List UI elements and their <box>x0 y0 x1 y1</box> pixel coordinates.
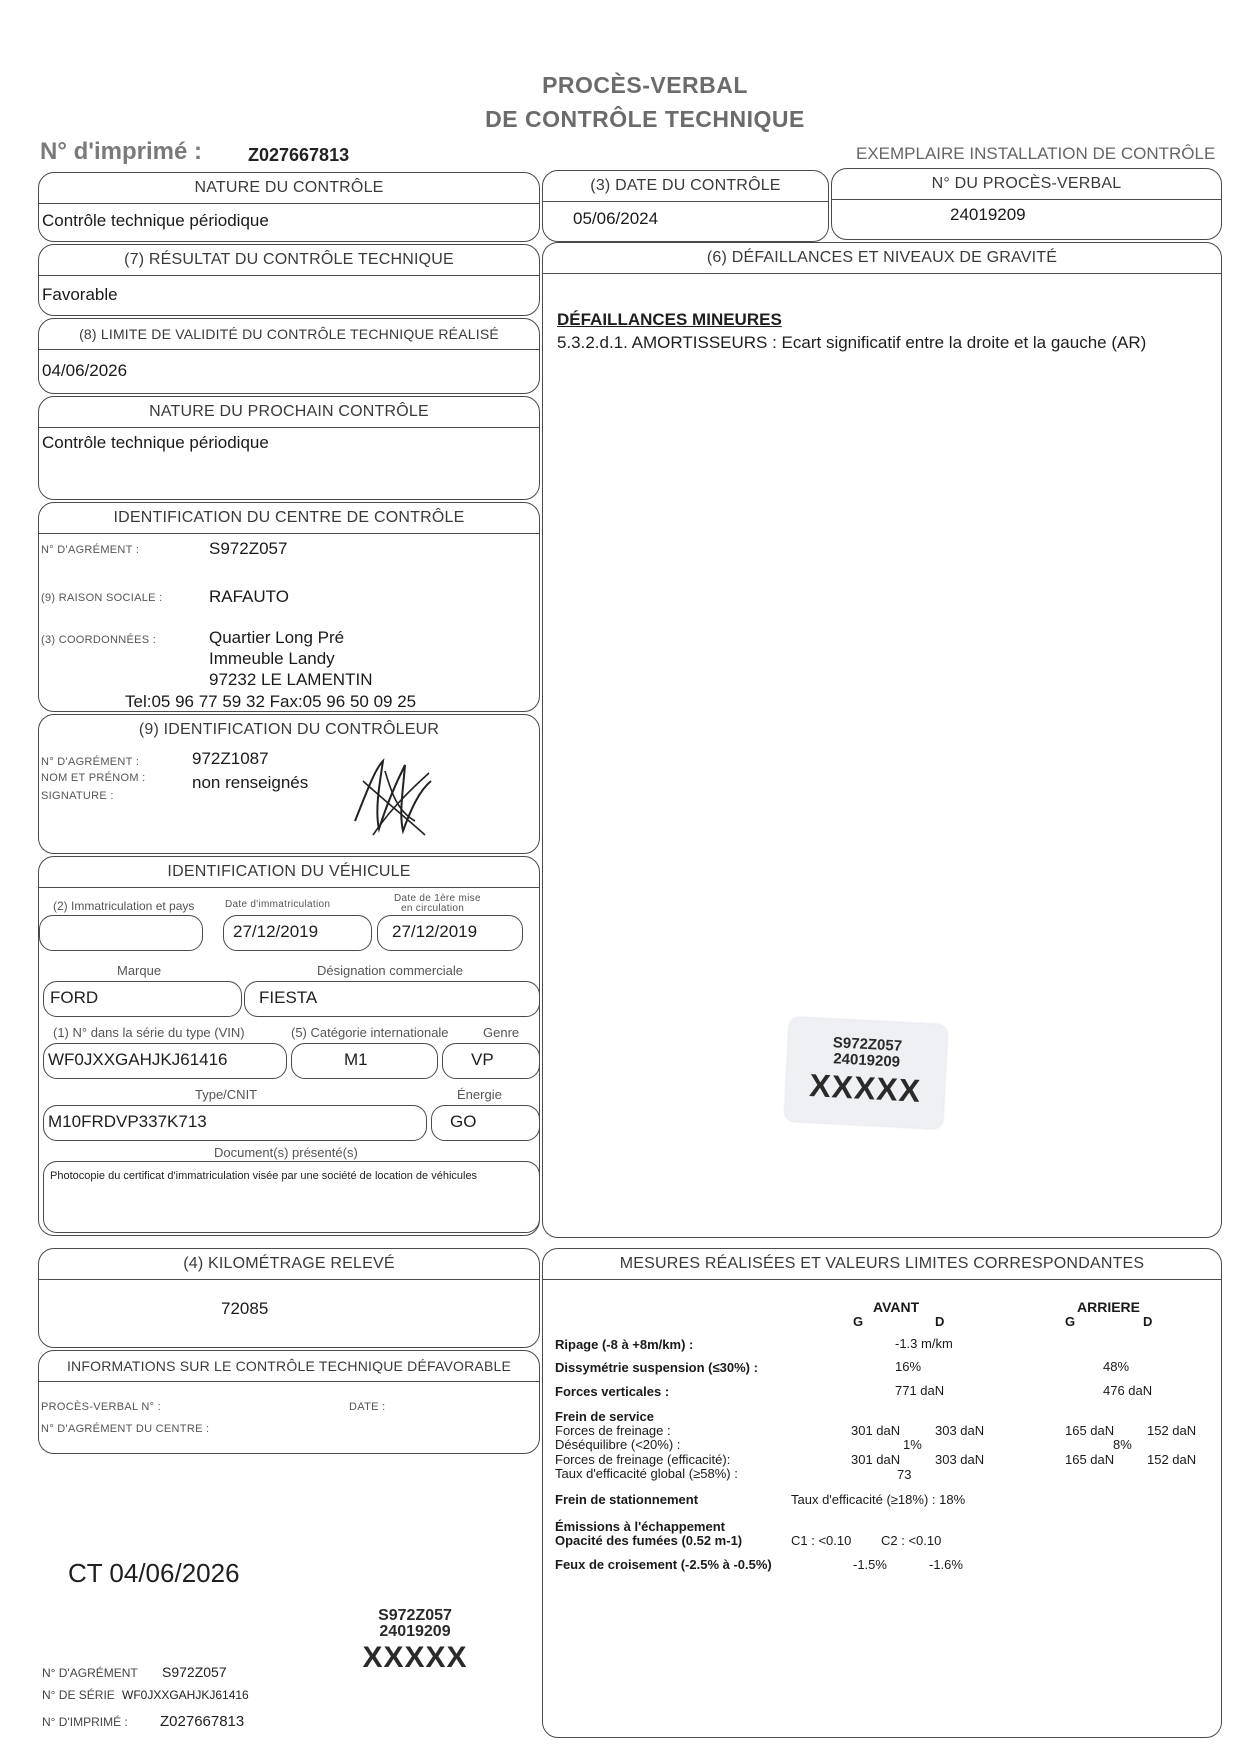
exemplaire-label: EXEMPLAIRE INSTALLATION DE CONTRÔLE <box>856 144 1216 163</box>
vehicule-title: IDENTIFICATION DU VÉHICULE <box>39 857 539 888</box>
date-immat-field <box>223 915 372 951</box>
freinage-arriere-d: 152 daN <box>1147 1423 1197 1438</box>
proces-verbal-value: 24019209 <box>950 205 1026 224</box>
opacite-c2: C2 : <0.10 <box>881 1533 942 1548</box>
freinage-avant-g: 301 daN <box>851 1423 901 1438</box>
controleur-box <box>38 714 540 854</box>
type-label: Type/CNIT <box>195 1087 258 1102</box>
defavorable-date-label: DATE : <box>349 1401 386 1413</box>
designation-field <box>244 981 540 1017</box>
centre-address-line3: 97232 LE LAMENTIN <box>209 670 373 689</box>
prochain-controle-title: NATURE DU PROCHAIN CONTRÔLE <box>39 397 539 428</box>
defaillance-item: 5.3.2.d.1. AMORTISSEURS : Ecart significatif entre la droite et la gauche (AR) <box>557 333 1147 352</box>
footer-agrement-label: N° D'AGRÉMENT <box>42 1666 138 1680</box>
defaillances-box <box>542 242 1222 1238</box>
nature-controle-value: Contrôle technique périodique <box>42 211 269 230</box>
document-title-line2: DE CONTRÔLE TECHNIQUE <box>485 106 805 132</box>
type-field <box>43 1105 427 1141</box>
mesures-box <box>542 1248 1222 1738</box>
feux-d: -1.6% <box>929 1557 963 1572</box>
defavorable-pv-label: PROCÈS-VERBAL N° : <box>41 1401 162 1413</box>
kilometrage-value: 72085 <box>221 1299 269 1318</box>
freinage-arriere-g: 165 daN <box>1065 1423 1115 1438</box>
vin-value: WF0JXXGAHJKJ61416 <box>48 1050 228 1069</box>
energie-value: GO <box>450 1112 477 1131</box>
date-mise-field <box>377 915 523 951</box>
feux-g: -1.5% <box>853 1557 887 1572</box>
opacite-c1: C1 : <0.10 <box>791 1533 852 1548</box>
prochain-controle-value: Contrôle technique périodique <box>42 433 269 452</box>
footer-agrement-value: S972Z057 <box>162 1664 227 1680</box>
centre-agrement-value: S972Z057 <box>209 539 288 558</box>
resultat-box <box>38 244 540 316</box>
footer-imprime-label: N° D'IMPRIMÉ : <box>42 1715 128 1729</box>
designation-label: Désignation commerciale <box>317 963 463 978</box>
immat-field <box>39 915 203 951</box>
documents-label: Document(s) présenté(s) <box>214 1145 358 1160</box>
dissymetrie-arriere: 48% <box>1103 1359 1130 1374</box>
efficacite-arriere-g: 165 daN <box>1065 1452 1115 1467</box>
centre-address-line2: Immeuble Landy <box>209 649 335 668</box>
efficacite-avant-d: 303 daN <box>935 1452 985 1467</box>
freinage-avant-d: 303 daN <box>935 1423 985 1438</box>
arriere-d-header: D <box>1143 1314 1153 1329</box>
footer-serie-value: WF0JXXGAHJKJ61416 <box>122 1688 249 1702</box>
desequilibre-label: Déséquilibre (<20%) : <box>555 1437 681 1452</box>
centre-box <box>38 502 540 712</box>
vin-label: (1) N° dans la série du type (VIN) <box>53 1025 245 1040</box>
date-mise-label-1: Date de 1ère mise <box>394 893 481 904</box>
opacite-label: Opacité des fumées (0.52 m-1) <box>555 1533 743 1548</box>
defaillances-title: (6) DÉFAILLANCES ET NIVEAUX DE GRAVITÉ <box>543 243 1221 274</box>
date-controle-title: (3) DATE DU CONTRÔLE <box>543 171 828 202</box>
taux-global-label: Taux d'efficacité global (≥58%) : <box>555 1466 738 1481</box>
immat-label: (2) Immatriculation et pays <box>53 899 195 913</box>
arriere-g-header: G <box>1065 1314 1076 1329</box>
proces-verbal-title: N° DU PROCÈS-VERBAL <box>832 169 1221 200</box>
feux-croisement-label: Feux de croisement (-2.5% à -0.5%) <box>555 1557 772 1572</box>
footer-serie-label: N° DE SÉRIE <box>42 1688 115 1702</box>
centre-raison-label: (9) RAISON SOCIALE : <box>41 592 163 604</box>
centre-tel-fax: Tel:05 96 77 59 32 Fax:05 96 50 09 25 <box>125 692 417 711</box>
defavorable-agrement-label: N° D'AGRÉMENT DU CENTRE : <box>41 1423 210 1435</box>
controleur-agrement-value: 972Z1087 <box>192 749 269 768</box>
controleur-signature-label: SIGNATURE : <box>41 790 114 802</box>
efficacite-arriere-d: 152 daN <box>1147 1452 1197 1467</box>
controleur-nom-value: non renseignés <box>192 773 309 792</box>
date-immat-value: 27/12/2019 <box>233 922 319 941</box>
resultat-value: Favorable <box>42 285 118 304</box>
ripage-label: Ripage (-8 à +8m/km) : <box>555 1337 694 1352</box>
stationnement-value: Taux d'efficacité (≥18%) : 18% <box>791 1492 966 1507</box>
footer-stamp-pv-number: 24019209 <box>379 1623 451 1640</box>
frein-service-label: Frein de service <box>555 1409 654 1424</box>
validation-stamp <box>784 1017 947 1129</box>
date-controle-value: 05/06/2024 <box>573 209 659 228</box>
categorie-field <box>291 1043 438 1079</box>
forces-verticales-arriere: 476 daN <box>1103 1383 1153 1398</box>
nature-controle-box <box>38 172 540 242</box>
centre-address-line1: Quartier Long Pré <box>209 628 345 647</box>
validite-box <box>38 318 540 394</box>
validite-value: 04/06/2026 <box>42 361 128 380</box>
efficacite-avant-g: 301 daN <box>851 1452 901 1467</box>
avant-d-header: D <box>935 1314 945 1329</box>
avant-header: AVANT <box>873 1299 920 1315</box>
date-immat-label: Date d'immatriculation <box>225 899 331 910</box>
desequilibre-avant: 1% <box>903 1437 922 1452</box>
categorie-label: (5) Catégorie internationale <box>291 1025 449 1040</box>
footer-imprime-value: Z027667813 <box>160 1713 245 1730</box>
date-controle-box <box>542 170 829 242</box>
forces-freinage-label: Forces de freinage : <box>555 1423 671 1438</box>
energie-field <box>431 1105 540 1141</box>
dissymetrie-avant: 16% <box>895 1359 922 1374</box>
kilometrage-title: (4) KILOMÉTRAGE RELEVÉ <box>39 1249 539 1280</box>
documents-field <box>43 1161 540 1233</box>
freinage-efficacite-label: Forces de freinage (efficacité): <box>555 1452 731 1467</box>
defavorable-title: INFORMATIONS SUR LE CONTRÔLE TECHNIQUE DÉFAVORABLE <box>39 1351 539 1382</box>
type-value: M10FRDVP337K713 <box>48 1112 207 1131</box>
vin-field <box>43 1043 287 1079</box>
marque-field <box>43 981 242 1017</box>
marque-value: FORD <box>50 988 99 1007</box>
desequilibre-arriere: 8% <box>1113 1437 1132 1452</box>
date-mise-value: 27/12/2019 <box>392 922 478 941</box>
avant-g-header: G <box>853 1314 864 1329</box>
footer-stamp-agrement: S972Z057 <box>378 1607 452 1624</box>
centre-agrement-label: N° D'AGRÉMENT : <box>41 544 140 556</box>
vehicule-box <box>38 856 540 1236</box>
mesures-title: MESURES RÉALISÉES ET VALEURS LIMITES CORRESPONDANTES <box>543 1249 1221 1280</box>
categorie-value: M1 <box>344 1050 368 1069</box>
controleur-signature <box>345 751 435 841</box>
defaillances-section: DÉFAILLANCES MINEURES <box>557 310 782 329</box>
genre-field <box>442 1043 540 1079</box>
kilometrage-box <box>38 1248 540 1348</box>
emissions-label: Émissions à l'échappement <box>555 1519 725 1534</box>
taux-global-value: 73 <box>897 1467 912 1482</box>
imprime-label: N° d'imprimé : <box>40 138 202 165</box>
genre-label: Genre <box>483 1025 520 1040</box>
stamp-agrement: S972Z057 <box>832 1034 903 1055</box>
documents-value: Photocopie du certificat d'immatriculation visée par une société de location de véhicules <box>50 1170 478 1182</box>
resultat-title: (7) RÉSULTAT DU CONTRÔLE TECHNIQUE <box>39 245 539 276</box>
controleur-agrement-label: N° D'AGRÉMENT : <box>41 756 140 768</box>
centre-raison-value: RAFAUTO <box>209 587 289 606</box>
designation-value: FIESTA <box>259 988 318 1007</box>
stationnement-label: Frein de stationnement <box>555 1492 699 1507</box>
prochain-controle-box <box>38 396 540 500</box>
validite-title: (8) LIMITE DE VALIDITÉ DU CONTRÔLE TECHNIQUE RÉALISÉ <box>39 319 539 350</box>
stamp-code: XXXXX <box>808 1067 922 1109</box>
footer-stamp-code: XXXXX <box>362 1641 468 1674</box>
centre-coord-label: (3) COORDONNÉES : <box>41 634 157 646</box>
marque-label: Marque <box>117 963 162 978</box>
ripage-avant: -1.3 m/km <box>895 1336 953 1351</box>
forces-verticales-avant: 771 daN <box>895 1383 945 1398</box>
nature-controle-title: NATURE DU CONTRÔLE <box>39 173 539 204</box>
energie-label: Énergie <box>457 1087 502 1102</box>
arriere-header: ARRIERE <box>1077 1299 1141 1315</box>
stamp-pv-number: 24019209 <box>832 1050 901 1071</box>
dissymetrie-label: Dissymétrie suspension (≤30%) : <box>555 1360 758 1375</box>
defavorable-box <box>38 1350 540 1454</box>
proces-verbal-box <box>831 168 1222 240</box>
controleur-nom-label: NOM ET PRÉNOM : <box>41 772 146 784</box>
forces-verticales-label: Forces verticales : <box>555 1384 670 1399</box>
footer-ct-date: CT 04/06/2026 <box>68 1558 240 1588</box>
imprime-number: Z027667813 <box>248 145 350 165</box>
date-mise-label-2: en circulation <box>401 903 465 914</box>
document-title-line1: PROCÈS-VERBAL <box>542 72 748 98</box>
controleur-title: (9) IDENTIFICATION DU CONTRÔLEUR <box>138 721 440 738</box>
genre-value: VP <box>471 1050 494 1069</box>
centre-title: IDENTIFICATION DU CENTRE DE CONTRÔLE <box>39 503 539 534</box>
